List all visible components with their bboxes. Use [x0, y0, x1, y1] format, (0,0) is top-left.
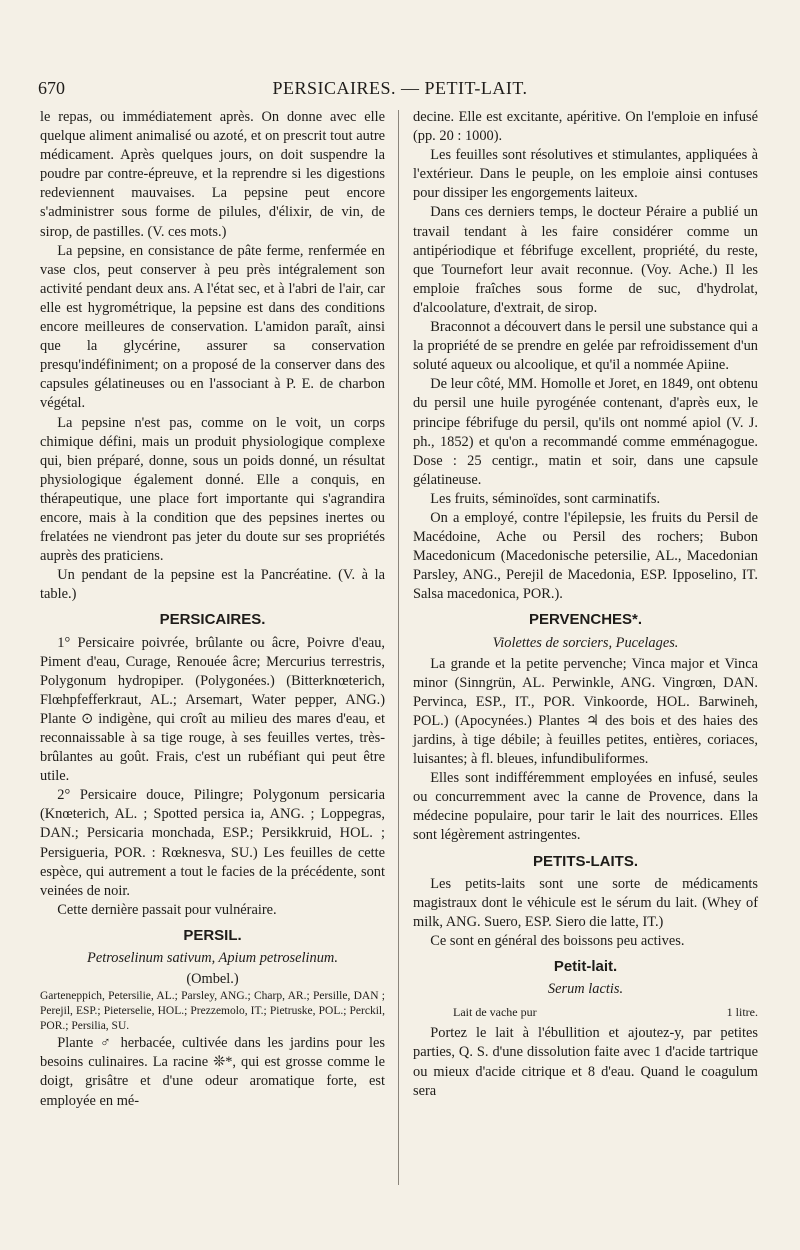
paragraph: Elles sont indifféremment employées en infusé, seules ou concurremment avec la canne de Provence, dans la médecine populaire, pour tarir le lait des nourrices. Elles sont légèrement astringentes.: [413, 770, 758, 844]
paragraph: Les fruits, séminoïdes, sont carminatifs.: [430, 490, 661, 507]
synonyms-list: Garteneppich, Petersilie, AL.; Parsley, ANG.; Charp, AR.; Persille, DAN ; Perejil, ESP.; Pieterselie, HOL.; Prezzemolo, IT.; Pietruske, POL.; Perckil, POR.; Persilia, SU.: [40, 990, 385, 1033]
running-title: PERSICAIRES. — PETIT-LAIT.: [272, 78, 528, 98]
plant-family: (Ombel.): [186, 971, 239, 988]
right-column: [413, 108, 758, 1101]
page-number: 670: [38, 78, 65, 98]
paragraph: La pepsine n'est pas, comme on le voit, un corps chimique défini, mais un produit physiologique complexe qui, bien préparé, donne, sous un poids donné, un résultat physiologique également donné. Elle a conquis, en thérapeutique, une place fort importante qui s'agrandira encore, mais à la condition que des pepsines inertes ou frelatées ne viendront pas jeter du doute sur ses propriétés auprès des praticiens.: [40, 414, 385, 565]
left-column: [40, 108, 385, 1111]
recipe-quantity: 1 litre.: [726, 1005, 758, 1020]
section-heading-petit-lait: Petit-lait.: [553, 958, 618, 976]
paragraph: le repas, ou immédiatement après. On donne avec elle quelque aliment animalisé ou azoté, et on prescrit tout autre médicament. Après quelques jours, on doit suspendre la poudre par contre-épreuve, et la reprendre si les digestions redeviennent mauvaises. La pepsine peut encore s'administrer sous forme de pilules, d'élixir, de vin, de sirop, de pastilles. (V. ces mots.): [40, 109, 385, 240]
column-divider: [398, 110, 399, 1185]
paragraph: Ce sont en général des boissons peu actives.: [430, 932, 685, 949]
section-heading-pervenches: PERVENCHES*.: [528, 611, 643, 629]
paragraph: Portez le lait à l'ébullition et ajoutez-y, par petites parties, Q. S. d'une dissolution faite avec 1 d'acide tartrique ou mieux d'acide citrique et 8 d'eau. Quand le coagulum sera: [413, 1025, 758, 1099]
paragraph: Les feuilles sont résolutives et stimulantes, appliquées à l'extérieur. Dans le peuple, on les emploie ainsi contuses pour dissiper les engorgements laiteux.: [413, 147, 758, 202]
paragraph: Les petits-laits sont une sorte de médicaments magistraux dont le véhicule est le sérum du lait. (Whey of milk, ANG. Suero, ESP. Siero die latte, IT.): [413, 875, 758, 930]
recipe-line: [413, 1003, 758, 1022]
paragraph: decine. Elle est excitante, apéritive. On l'emploie en infusé (pp. 20 : 1000).: [413, 109, 758, 145]
paragraph: La grande et la petite pervenche; Vinca major et Vinca minor (Sinngrün, AL. Perwinkle, ANG. Vingrœn, DAN. Pervinca, ESP., IT., POR. Vinkoorde, HOL. Barwineh, POL.) (Apocynées.) Plantes ♃ des bois et des haies des jardins, à tige débile; à feuilles petites, entières, coriaces, luisantes; à fl. bleues, infundibuliformes.: [413, 655, 758, 768]
paragraph: Braconnot a découvert dans le persil une substance qui a la propriété de se prendre en gelée par refroidissement d'un soluté aqueux ou alcoolique, et qu'il a nommée Apiine.: [413, 319, 758, 374]
subtitle: Serum lactis.: [547, 981, 624, 998]
paragraph: La pepsine, en consistance de pâte ferme, renfermée en vase clos, peut conserver à peu près intégralement son activité pendant deux ans. A l'état sec, et à l'abri de l'air, car elle est hygrométrique, la pepsine est dans des conditions encore meilleures de conservation. L'amidon paraît, ainsi que la glycérine, assurer sa conservation presqu'indéfiniment; on a proposé de la conserver dans des capsules gélatineuses ou en l'associant à P. E. de charbon végétal.: [40, 242, 385, 412]
recipe-ingredient: Lait de vache pur: [453, 1005, 537, 1020]
paragraph: Plante ♂ herbacée, cultivée dans les jardins pour les besoins culinaires. La racine ❊*, qui est grosse comme le doigt, grisâtre et d'une odeur aromatique forte, est employée en mé-: [40, 1035, 385, 1109]
paragraph: Dans ces derniers temps, le docteur Péraire a publié un travail tendant à les faire considérer comme un antipériodique et fébrifuge excellent, propriété, du reste, que Tournefort leur avait reconnue. (Voy. Ache.) Il les emploie fraîches sous forme de suc, d'hydrolat, d'alcoolature, d'extrait, de sirop.: [413, 204, 758, 316]
paragraph: Un pendant de la pepsine est la Pancréatine. (V. à la table.): [40, 567, 385, 603]
section-heading-persicaires: PERSICAIRES.: [159, 611, 266, 629]
latin-name: Petroselinum sativum, Apium petroselinum.: [87, 950, 338, 967]
section-heading-persil: PERSIL.: [183, 926, 242, 944]
paragraph: De leur côté, MM. Homolle et Joret, en 1849, ont obtenu du persil une huile pyrogénée contenant, d'après eux, le principe fébrifuge du persil, qu'ils ont nommé apiol (V. J. ph., 1852) et qu'on a recommandé comme emménagogue. Dose : 25 centigr., matin et soir, dans une capsule gélatineuse.: [413, 376, 758, 488]
page-header: [38, 78, 762, 106]
paragraph: On a employé, contre l'épilepsie, les fruits du Persil de Macédoine, Ache ou Persil des rochers; Bubon Macedonicum (Macedonische petersilie, AL., Macedonian Parsley, ANG., Perejil de Macedonia, ESP. Ipposelino, IT. Salsa macedonica, POR.).: [413, 509, 758, 603]
paragraph: 2° Persicaire douce, Pilingre; Polygonum persicaria (Knœterich, AL. ; Spotted persica ia, ANG. ; Loppegras, DAN.; Persicaria monchada, ESP.; Persikkruid, HOL. ; Persigueria, POR. : Rœknesva, SU.) Les feuilles de cette espèce, qui autrement a tout le facies de la précédente, sont veinées de noir.: [40, 787, 385, 899]
subtitle: Violettes de sorciers, Pucelages.: [492, 634, 679, 651]
paragraph: 1° Persicaire poivrée, brûlante ou âcre, Poivre d'eau, Piment d'eau, Curage, Renouée âcre; Mercurius terrestris, Polygonum hydropiper. (Polygonées.) (Bitterknœterich, Flœhpfefferkraut, AL.; Arsemart, Water pepper, ANG.) Plante ⊙ indigène, qui croît au milieu des mares d'eau, et reconnaissable à sa tige rouge, à ses feuilles vertes, très-brûlantes au goût. Frais, c'est un rubéfiant qui peut être utile.: [40, 634, 385, 785]
section-heading-petits-laits: PETITS-LAITS.: [533, 852, 638, 870]
paragraph: Cette dernière passait pour vulnéraire.: [57, 901, 277, 918]
